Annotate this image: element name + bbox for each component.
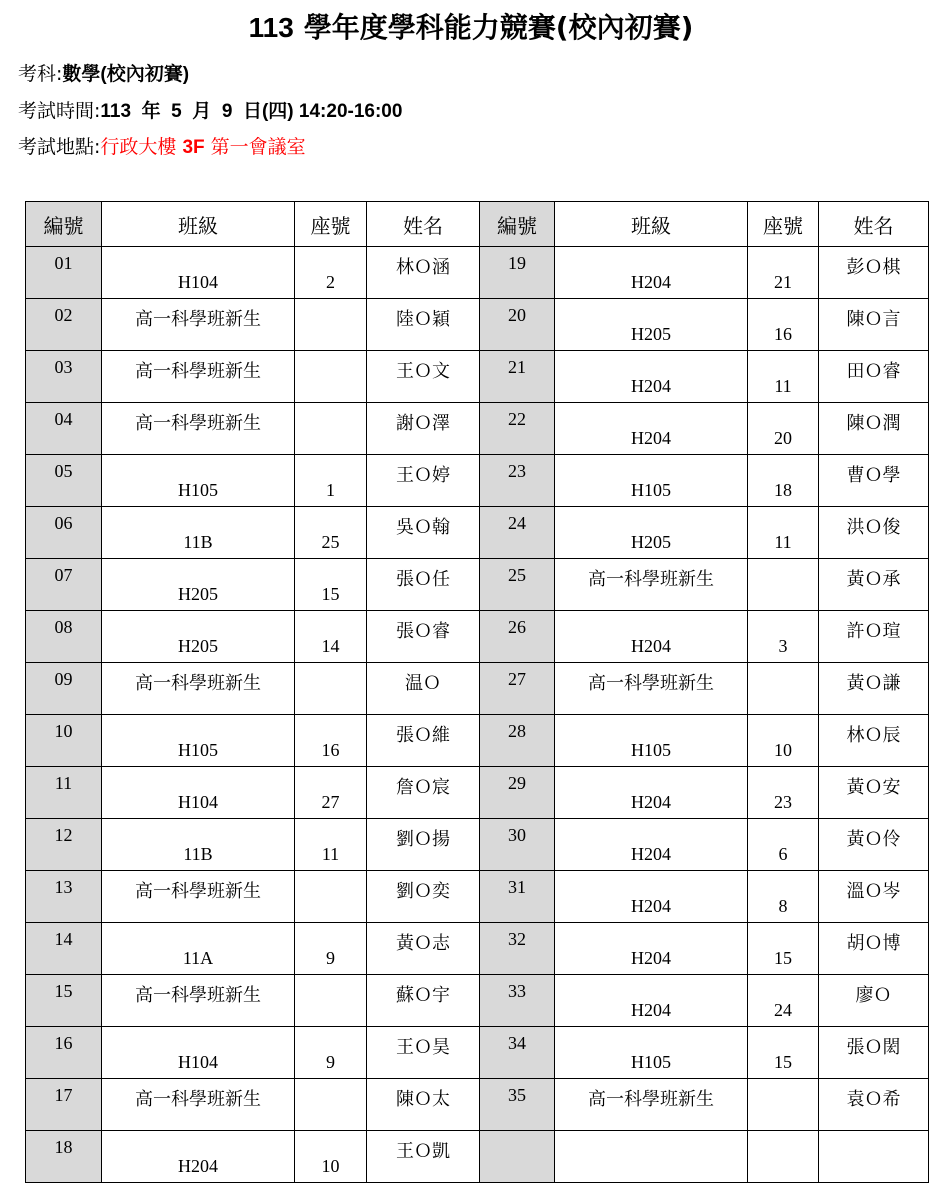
cell-name: 張Ｏ任 <box>367 559 480 611</box>
cell-class: 11A <box>102 923 295 975</box>
page-title <box>0 6 942 46</box>
cell-name: 黃Ｏ安 <box>819 767 929 819</box>
cell-name: 王Ｏ婷 <box>367 455 480 507</box>
time-label: 考試時間: <box>18 100 101 122</box>
cell-seat: 9 <box>295 1027 367 1079</box>
subject-value: 數學(校內初賽) <box>62 64 190 85</box>
cell-class: 高一科學班新生 <box>555 1079 748 1131</box>
cell-name: 溫Ｏ岑 <box>819 871 929 923</box>
cell-number: 35 <box>480 1079 555 1131</box>
location-value-suffix: 第一會議室 <box>204 136 306 158</box>
cell-number: 10 <box>26 715 102 767</box>
column-header: 班級 <box>555 202 748 247</box>
cell-name: 洪Ｏ俊 <box>819 507 929 559</box>
location-label: 考試地點: <box>18 136 101 158</box>
cell-number: 18 <box>26 1131 102 1183</box>
cell-name <box>819 1131 929 1183</box>
table-row <box>26 663 929 715</box>
table-row <box>26 247 929 299</box>
table-row <box>26 455 929 507</box>
cell-name: 劉Ｏ揚 <box>367 819 480 871</box>
cell-class: 高一科學班新生 <box>555 663 748 715</box>
cell-class: 高一科學班新生 <box>102 975 295 1027</box>
cell-name: 王Ｏ凱 <box>367 1131 480 1183</box>
cell-name: 劉Ｏ奕 <box>367 871 480 923</box>
cell-number: 27 <box>480 663 555 715</box>
cell-name: 王Ｏ文 <box>367 351 480 403</box>
cell-name: 林Ｏ辰 <box>819 715 929 767</box>
table-row <box>26 507 929 559</box>
cell-name: 謝Ｏ澤 <box>367 403 480 455</box>
cell-seat: 14 <box>295 611 367 663</box>
location-line <box>18 135 306 160</box>
cell-number: 30 <box>480 819 555 871</box>
cell-number: 13 <box>26 871 102 923</box>
cell-number: 14 <box>26 923 102 975</box>
cell-class: H105 <box>102 455 295 507</box>
cell-class: H105 <box>555 715 748 767</box>
cell-class: H204 <box>555 351 748 403</box>
table-row <box>26 403 929 455</box>
cell-name: 陳Ｏ言 <box>819 299 929 351</box>
cell-class: H205 <box>102 559 295 611</box>
cell-seat: 1 <box>295 455 367 507</box>
cell-number <box>480 1131 555 1183</box>
title-year: 113 <box>248 12 294 43</box>
table-row <box>26 871 929 923</box>
cell-seat: 9 <box>295 923 367 975</box>
cell-class: 11B <box>102 819 295 871</box>
cell-number: 11 <box>26 767 102 819</box>
cell-name: 張Ｏ睿 <box>367 611 480 663</box>
cell-name: 廖Ｏ <box>819 975 929 1027</box>
cell-number: 17 <box>26 1079 102 1131</box>
cell-seat: 27 <box>295 767 367 819</box>
cell-number: 12 <box>26 819 102 871</box>
cell-seat <box>748 1079 819 1131</box>
cell-seat <box>295 975 367 1027</box>
cell-name: 王Ｏ昊 <box>367 1027 480 1079</box>
cell-seat <box>295 299 367 351</box>
table-row <box>26 611 929 663</box>
cell-seat: 24 <box>748 975 819 1027</box>
cell-seat <box>295 1079 367 1131</box>
cell-name: 黃Ｏ承 <box>819 559 929 611</box>
cell-name: 黃Ｏ伶 <box>819 819 929 871</box>
cell-number: 25 <box>480 559 555 611</box>
cell-name: 田Ｏ睿 <box>819 351 929 403</box>
cell-number: 16 <box>26 1027 102 1079</box>
table-row <box>26 715 929 767</box>
cell-number: 15 <box>26 975 102 1027</box>
table-row <box>26 923 929 975</box>
cell-class: H104 <box>102 1027 295 1079</box>
cell-class: H205 <box>555 507 748 559</box>
cell-seat <box>295 351 367 403</box>
cell-seat: 18 <box>748 455 819 507</box>
table-row <box>26 1079 929 1131</box>
cell-class: H205 <box>555 299 748 351</box>
roster-body <box>26 247 929 1183</box>
cell-number: 04 <box>26 403 102 455</box>
cell-seat <box>748 559 819 611</box>
cell-name: 陳Ｏ潤 <box>819 403 929 455</box>
cell-class: H105 <box>102 715 295 767</box>
cell-number: 31 <box>480 871 555 923</box>
cell-seat: 15 <box>295 559 367 611</box>
cell-number: 24 <box>480 507 555 559</box>
cell-number: 32 <box>480 923 555 975</box>
cell-number: 08 <box>26 611 102 663</box>
table-row <box>26 299 929 351</box>
cell-name: 許Ｏ瑄 <box>819 611 929 663</box>
cell-name: 曹Ｏ學 <box>819 455 929 507</box>
time-line <box>18 99 402 124</box>
cell-class: H104 <box>102 247 295 299</box>
cell-class: H205 <box>102 611 295 663</box>
cell-class: H204 <box>555 819 748 871</box>
cell-class: 高一科學班新生 <box>102 351 295 403</box>
cell-seat: 21 <box>748 247 819 299</box>
column-header: 姓名 <box>819 202 929 247</box>
cell-name: 袁Ｏ希 <box>819 1079 929 1131</box>
cell-name: 張Ｏ閎 <box>819 1027 929 1079</box>
cell-seat: 20 <box>748 403 819 455</box>
cell-class <box>555 1131 748 1183</box>
table-row <box>26 559 929 611</box>
cell-name: 黃Ｏ謙 <box>819 663 929 715</box>
column-header: 座號 <box>295 202 367 247</box>
cell-class: H204 <box>555 871 748 923</box>
cell-seat: 25 <box>295 507 367 559</box>
table-row <box>26 1131 929 1183</box>
cell-number: 06 <box>26 507 102 559</box>
cell-number: 34 <box>480 1027 555 1079</box>
cell-number: 01 <box>26 247 102 299</box>
column-header: 編號 <box>26 202 102 247</box>
cell-seat: 11 <box>748 507 819 559</box>
cell-seat: 11 <box>748 351 819 403</box>
cell-name: 温Ｏ <box>367 663 480 715</box>
cell-name: 胡Ｏ博 <box>819 923 929 975</box>
location-value-prefix: 行政大樓 <box>100 136 183 158</box>
cell-class: 高一科學班新生 <box>555 559 748 611</box>
cell-seat: 10 <box>748 715 819 767</box>
cell-seat: 6 <box>748 819 819 871</box>
cell-class: 高一科學班新生 <box>102 403 295 455</box>
cell-class: 11B <box>102 507 295 559</box>
cell-seat: 11 <box>295 819 367 871</box>
cell-number: 22 <box>480 403 555 455</box>
cell-seat <box>748 663 819 715</box>
cell-seat: 10 <box>295 1131 367 1183</box>
table-row <box>26 351 929 403</box>
table-row <box>26 1027 929 1079</box>
cell-class: 高一科學班新生 <box>102 663 295 715</box>
cell-name: 陳Ｏ太 <box>367 1079 480 1131</box>
cell-class: 高一科學班新生 <box>102 299 295 351</box>
cell-number: 26 <box>480 611 555 663</box>
cell-seat: 23 <box>748 767 819 819</box>
cell-class: H204 <box>555 611 748 663</box>
cell-name: 黃Ｏ志 <box>367 923 480 975</box>
column-header: 班級 <box>102 202 295 247</box>
cell-seat: 3 <box>748 611 819 663</box>
cell-class: H105 <box>555 1027 748 1079</box>
cell-class: 高一科學班新生 <box>102 871 295 923</box>
roster-table <box>25 201 929 1183</box>
cell-class: H204 <box>555 975 748 1027</box>
cell-seat: 2 <box>295 247 367 299</box>
cell-class: H105 <box>555 455 748 507</box>
cell-seat: 16 <box>748 299 819 351</box>
cell-class: 高一科學班新生 <box>102 1079 295 1131</box>
cell-seat <box>748 1131 819 1183</box>
cell-seat <box>295 871 367 923</box>
cell-seat: 16 <box>295 715 367 767</box>
cell-name: 詹Ｏ宸 <box>367 767 480 819</box>
cell-name: 吳Ｏ翰 <box>367 507 480 559</box>
time-value: 113 年 5 月 9 日(四) 14:20-16:00 <box>100 101 403 122</box>
table-row <box>26 767 929 819</box>
cell-number: 29 <box>480 767 555 819</box>
table-row <box>26 819 929 871</box>
column-header: 編號 <box>480 202 555 247</box>
cell-class: H204 <box>555 767 748 819</box>
table-row <box>26 975 929 1027</box>
cell-name: 張Ｏ維 <box>367 715 480 767</box>
column-header: 座號 <box>748 202 819 247</box>
cell-class: H204 <box>555 923 748 975</box>
cell-number: 03 <box>26 351 102 403</box>
cell-seat: 15 <box>748 1027 819 1079</box>
cell-seat: 15 <box>748 923 819 975</box>
cell-number: 33 <box>480 975 555 1027</box>
cell-number: 02 <box>26 299 102 351</box>
cell-number: 21 <box>480 351 555 403</box>
cell-name: 蘇Ｏ宇 <box>367 975 480 1027</box>
cell-number: 09 <box>26 663 102 715</box>
cell-seat <box>295 403 367 455</box>
cell-number: 05 <box>26 455 102 507</box>
location-floor: 3F <box>182 137 205 158</box>
cell-class: H204 <box>555 403 748 455</box>
cell-name: 彭Ｏ棋 <box>819 247 929 299</box>
cell-number: 28 <box>480 715 555 767</box>
cell-class: H104 <box>102 767 295 819</box>
title-text: 學年度學科能力競賽(校內初賽) <box>303 11 694 44</box>
cell-seat <box>295 663 367 715</box>
cell-name: 陸Ｏ穎 <box>367 299 480 351</box>
subject-label: 考科: <box>18 63 63 85</box>
cell-class: H204 <box>555 247 748 299</box>
cell-number: 20 <box>480 299 555 351</box>
cell-number: 19 <box>480 247 555 299</box>
cell-seat: 8 <box>748 871 819 923</box>
cell-number: 07 <box>26 559 102 611</box>
cell-name: 林Ｏ涵 <box>367 247 480 299</box>
cell-class: H204 <box>102 1131 295 1183</box>
subject-line <box>18 62 189 87</box>
column-header: 姓名 <box>367 202 480 247</box>
header-row <box>26 202 929 247</box>
cell-number: 23 <box>480 455 555 507</box>
